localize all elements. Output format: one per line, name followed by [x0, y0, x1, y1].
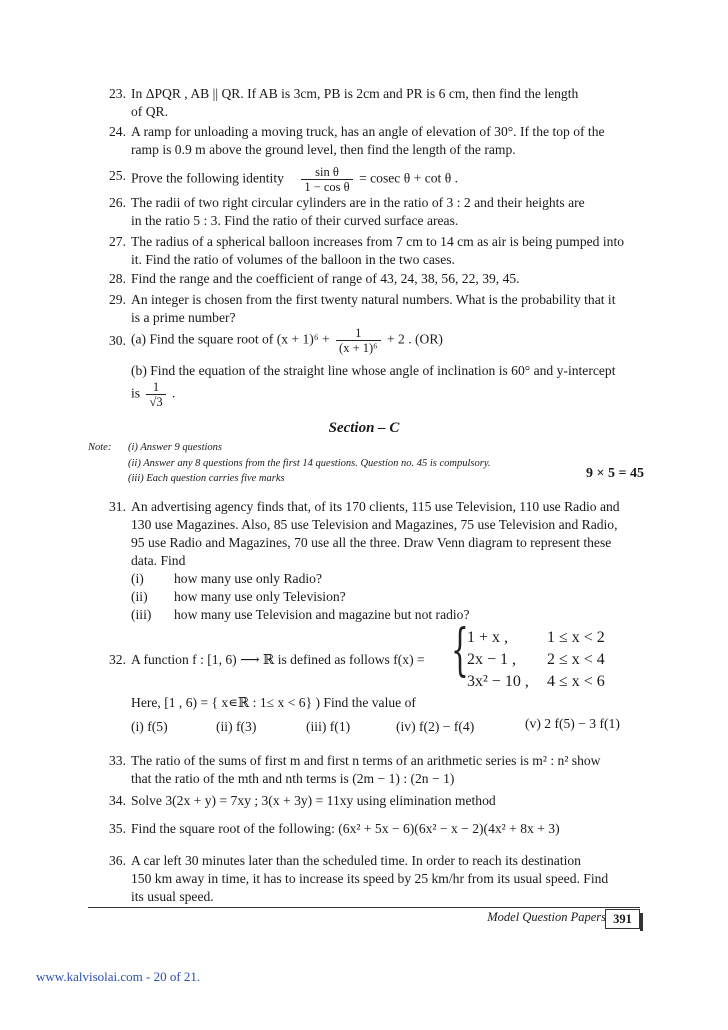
sub-item [131, 570, 646, 588]
question-text: An integer is chosen from the first twenty natural numbers. What is the probability that it [131, 292, 616, 307]
question-text: An advertising agency finds that, of its 170 clients, 115 use Television, 110 use Radio and [131, 499, 620, 514]
fraction [146, 380, 165, 409]
part-i: (i) f(5) [131, 719, 168, 734]
part-ii: (ii) f(3) [216, 719, 257, 734]
numerator: 1 [336, 326, 380, 341]
sub-item-text: how many use only Television? [174, 589, 346, 604]
piece-condition: 1 ≤ x < 2 [547, 629, 605, 646]
question-text: = cosec θ + cot θ . [359, 170, 459, 186]
question-number: 32. [109, 652, 126, 667]
question-text: The radius of a spherical balloon increases from 7 cm to 14 cm as air is being pumped into [131, 234, 625, 249]
question-number: 28. [109, 271, 126, 286]
piece-expression: 2x − 1 , [467, 651, 517, 668]
question-number: 24. [109, 124, 126, 139]
question-text: The ratio of the sums of first m and first n terms of an arithmetic series is m² : n² show [131, 753, 601, 768]
question-28 [98, 270, 646, 288]
question-number: 35. [109, 821, 126, 836]
question-31 [98, 498, 646, 624]
fraction [301, 165, 352, 194]
question-24 [98, 123, 646, 159]
question-29 [98, 291, 646, 327]
question-text: data. Find [131, 553, 186, 568]
question-35 [98, 820, 646, 838]
piece-condition: 2 ≤ x < 4 [547, 651, 605, 668]
question-number: 31. [109, 499, 126, 514]
sub-item-text: how many use Television and magazine but not radio? [174, 607, 470, 622]
piecewise-brace: { [451, 618, 469, 683]
numerator: 1 [146, 380, 165, 395]
sub-item-label: (i) [131, 571, 144, 586]
denominator: √3 [149, 395, 163, 409]
question-25 [98, 165, 646, 194]
part-iv: (iv) f(2) − f(4) [396, 719, 475, 734]
sub-item-label: (ii) [131, 589, 148, 604]
question-text: Solve 3(2x + y) = 7xy ; 3(x + 3y) = 11xy using elimination method [131, 793, 496, 808]
denominator: (x + 1)⁶ [339, 341, 378, 355]
question-23 [98, 85, 646, 121]
question-text: (a) Find the square root of (x + 1)⁶ + [131, 331, 330, 347]
question-text: its usual speed. [131, 889, 214, 904]
question-text: A ramp for unloading a moving truck, has an angle of elevation of 30°. If the top of the [131, 124, 605, 139]
question-text: of QR. [131, 104, 169, 119]
question-number: 25. [109, 168, 126, 183]
footer-divider [88, 907, 640, 908]
note-label: Note: [88, 442, 112, 453]
piece-condition: 4 ≤ x < 6 [547, 673, 605, 690]
footer-title: Model Question Papers [487, 910, 606, 924]
question-text: it. Find the ratio of volumes of the balloon in the two cases. [131, 252, 455, 267]
sub-item [131, 588, 646, 606]
question-text: Find the square root of the following: (6x² + 5x − 6)(6x² − x − 2)(4x² + 8x + 3) [131, 821, 560, 836]
note-line: (i) Answer 9 questions [128, 442, 223, 453]
note-line: (iii) Each question carries five marks [128, 473, 285, 484]
sub-item [131, 606, 646, 624]
marks-allocation: 9 × 5 = 45 [586, 466, 644, 481]
fraction [336, 326, 380, 355]
question-30 [98, 326, 646, 409]
question-text: . [172, 385, 176, 401]
question-number: 30. [109, 333, 126, 348]
piece-expression: 1 + x , [467, 629, 509, 646]
question-text: is [131, 385, 141, 401]
question-number: 33. [109, 753, 126, 768]
question-text: Prove the following identity [131, 170, 284, 186]
question-32-cont [98, 694, 646, 712]
question-27 [98, 233, 646, 269]
question-text: The radii of two right circular cylinders are in the ratio of 3 : 2 and their heights are [131, 195, 585, 210]
question-text: is a prime number? [131, 310, 236, 325]
question-number: 34. [109, 793, 126, 808]
question-number: 27. [109, 234, 126, 249]
question-text: 95 use Radio and Magazines, 70 use all the three. Draw Venn diagram to represent these [131, 535, 612, 550]
question-text: (b) Find the equation of the straight line whose angle of inclination is 60° and y-intercept [131, 363, 616, 378]
section-title: Section – C [328, 420, 400, 436]
question-text: Here, [1 , 6) = { x∊ℝ : 1≤ x < 6} ) Find the value of [131, 695, 416, 710]
question-text: 130 use Magazines. Also, 85 use Television and Magazines, 75 use Television and Radio, [131, 517, 618, 532]
page-number: 391 [605, 909, 640, 929]
question-36 [98, 852, 646, 906]
note-line: (ii) Answer any 8 questions from the first 14 questions. Question no. 45 is compulsory. [128, 457, 491, 469]
question-number: 29. [109, 292, 126, 307]
question-text: that the ratio of the mth and nth terms is (2m − 1) : (2n − 1) [131, 771, 455, 786]
question-text: Find the range and the coefficient of range of 43, 24, 38, 56, 22, 39, 45. [131, 271, 520, 286]
question-34 [98, 792, 646, 810]
website-link[interactable]: www.kalvisolai.com - 20 of 21. [36, 969, 201, 984]
question-number: 23. [109, 86, 126, 101]
question-text: ramp is 0.9 m above the ground level, then find the length of the ramp. [131, 142, 516, 157]
question-text: in the ratio 5 : 3. Find the ratio of their curved surface areas. [131, 213, 459, 228]
sub-item-label: (iii) [131, 607, 152, 622]
question-text: A function f : [1, 6) ⟶ ℝ is defined as follows f(x) = [131, 652, 425, 667]
question-text: + 2 . (OR) [386, 331, 443, 347]
piece-expression: 3x² − 10 , [467, 673, 529, 690]
sub-item-text: how many use only Radio? [174, 571, 322, 586]
section-note [88, 440, 648, 487]
question-text: A car left 30 minutes later than the scheduled time. In order to reach its destination [131, 853, 581, 868]
denominator: 1 − cos θ [304, 180, 350, 194]
question-text: 150 km away in time, it has to increase its speed by 25 km/hr from its usual speed. Find [131, 871, 609, 886]
question-33 [98, 752, 646, 788]
question-number: 36. [109, 853, 126, 868]
question-26 [98, 194, 646, 230]
part-v: (v) 2 f(5) − 3 f(1) [525, 716, 620, 731]
question-text: In ΔPQR , AB || QR. If AB is 3cm, PB is 2cm and PR is 6 cm, then find the length [131, 86, 579, 101]
numerator: sin θ [301, 165, 352, 180]
question-number: 26. [109, 195, 126, 210]
part-iii: (iii) f(1) [306, 719, 351, 734]
